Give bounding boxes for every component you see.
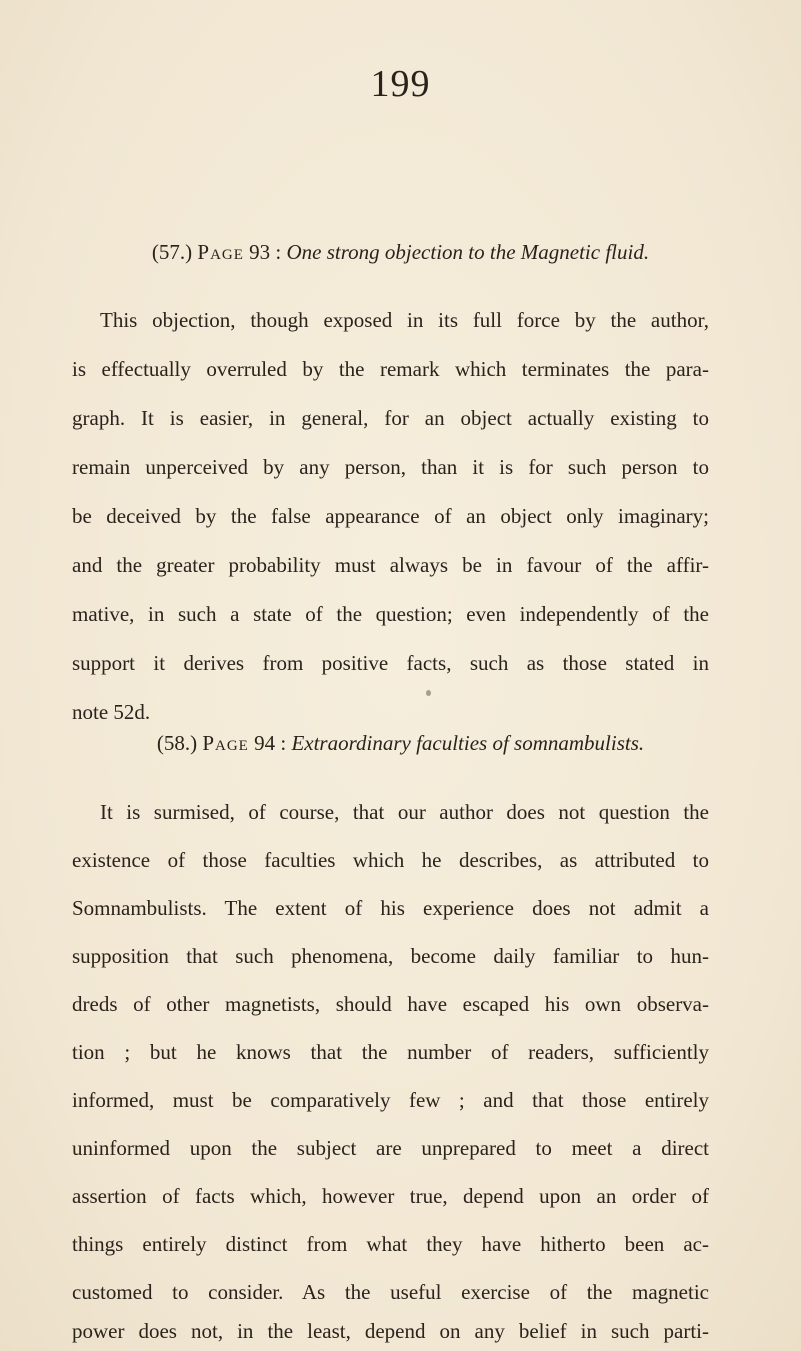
note-58-line: power does not, in the least, depend on any belief in such parti- — [72, 1319, 709, 1343]
note-58-line: informed, must be comparatively few ; and that those entirely — [72, 1088, 709, 1112]
page-number: 199 — [370, 63, 431, 105]
note-57-line: support it derives from positive facts, such as those stated in — [72, 651, 709, 675]
note-58-line: customed to consider. As the useful exercise of the magnetic — [72, 1280, 709, 1304]
note-58-line: assertion of facts which, however true, depend upon an order of — [72, 1184, 709, 1208]
note-58-line: It is surmised, of course, that our author does not question the — [100, 800, 709, 824]
note-58-line: Somnambulists. The extent of his experience does not admit a — [72, 896, 709, 920]
note-57-page-ref: 93 : — [249, 240, 282, 264]
note-57-line: be deceived by the false appearance of an object only imaginary; — [72, 504, 709, 528]
note-57-number: (57.) — [151, 240, 193, 264]
note-57-title: One strong objection to the Magnetic fluid. — [286, 240, 650, 264]
note-58-page-label: Page — [202, 731, 249, 755]
note-58-line: dreds of other magnetists, should have escaped his own observa- — [72, 992, 709, 1016]
note-57-line: and the greater probability must always be in favour of the affir- — [72, 553, 709, 577]
note-57-line: graph. It is easier, in general, for an object actually existing to — [72, 406, 709, 430]
note-57-line: note 52d. — [72, 700, 151, 724]
note-58-line: tion ; but he knows that the number of readers, sufficiently — [72, 1040, 709, 1064]
note-57-line: This objection, though exposed in its full force by the author, — [100, 308, 709, 332]
note-57-line: remain unperceived by any person, than it is for such person to — [72, 455, 709, 479]
note-58-line: existence of those faculties which he describes, as attributed to — [72, 848, 709, 872]
note-58-line: supposition that such phenomena, become daily familiar to hun- — [72, 944, 709, 968]
note-58-number: (58.) — [156, 731, 198, 755]
note-58-heading — [0, 731, 801, 756]
ink-speck — [426, 690, 431, 696]
note-57-page-label: Page — [197, 240, 244, 264]
note-57-line: is effectually overruled by the remark which terminates the para- — [72, 357, 709, 381]
note-58-page-ref: 94 : — [254, 731, 287, 755]
note-58-title: Extraordinary faculties of somnambulists. — [291, 731, 645, 755]
note-57-heading — [0, 240, 801, 265]
note-58-line: things entirely distinct from what they have hitherto been ac- — [72, 1232, 709, 1256]
note-57-line: mative, in such a state of the question; even independently of the — [72, 602, 709, 626]
note-58-line: uninformed upon the subject are unprepared to meet a direct — [72, 1136, 709, 1160]
